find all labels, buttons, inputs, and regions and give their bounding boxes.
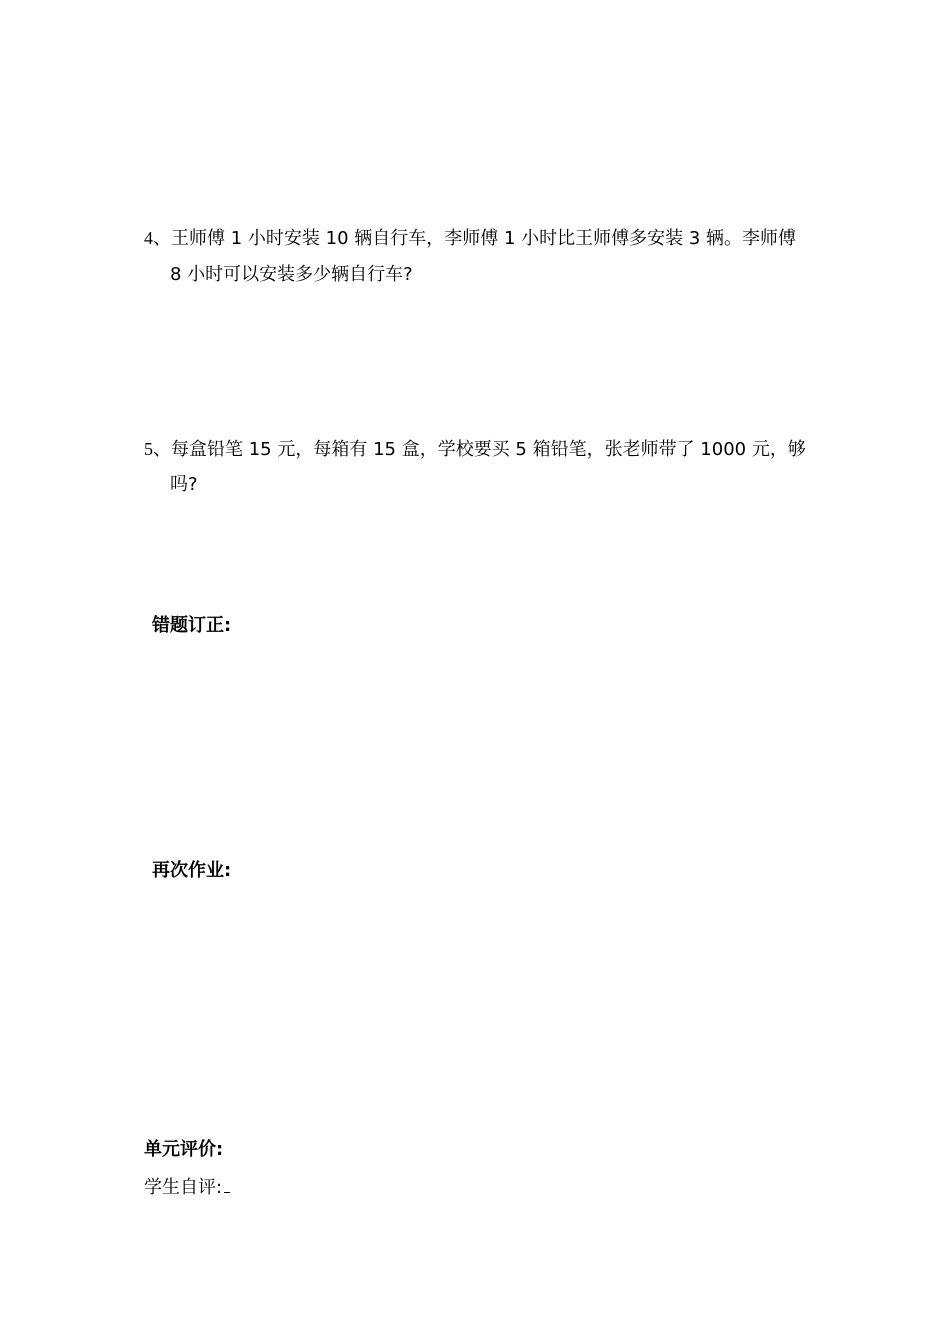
problem-5-number: 5: [144, 439, 153, 459]
correction-heading: 错题订正:: [152, 615, 232, 636]
problem-4-text-line-1: 、王师傅 1 小时安装 10 辆自行车，李师傅 1 小时比王师傅多安装 3 辆。李师傅: [153, 228, 797, 249]
problem-4-line-1: [144, 226, 796, 251]
problem-4-text-line-2: 8 小时可以安装多少辆自行车?: [170, 264, 413, 285]
problem-5-line-1: [144, 437, 806, 462]
problem-4-number: 4: [144, 228, 153, 248]
problem-5-line-2: [170, 473, 198, 497]
self-evaluation-blank[interactable]: [224, 1176, 230, 1193]
unit-evaluation-heading: 单元评价:: [144, 1139, 224, 1160]
redo-heading: 再次作业:: [152, 860, 232, 881]
problem-5-text-line-2: 吗?: [170, 474, 198, 495]
problem-5-text-line-1: 、每盒铅笔 15 元，每箱有 15 盒，学校要买 5 箱铅笔，张老师带了 1000 元，够: [153, 439, 806, 460]
self-evaluation-label: 学生自评:: [144, 1177, 223, 1198]
self-evaluation-row: [144, 1176, 230, 1200]
problem-4-line-2: [170, 263, 413, 287]
